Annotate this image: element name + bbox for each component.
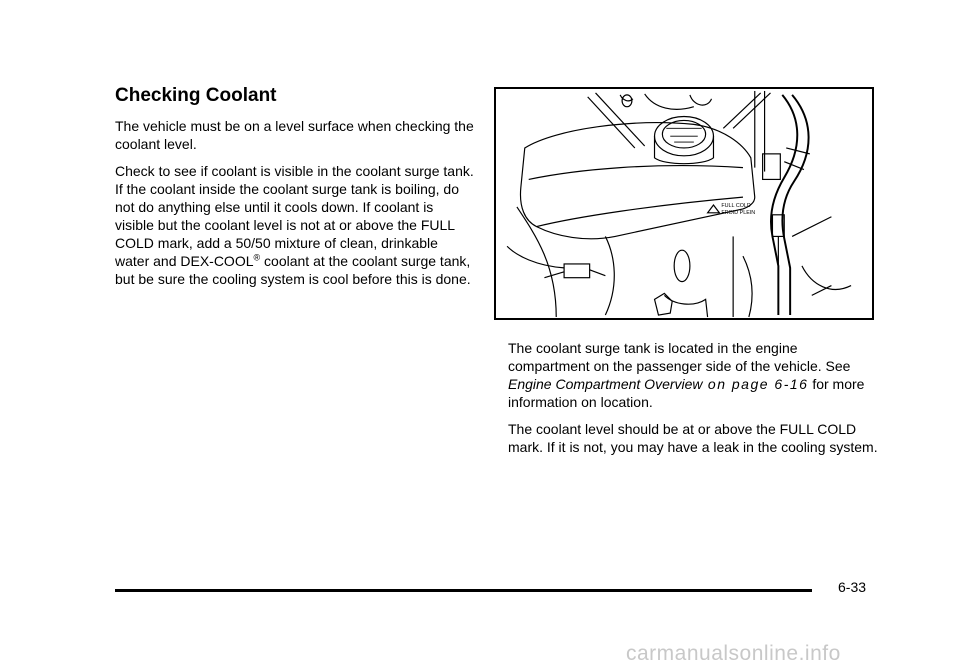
paragraph-check-coolant <box>115 162 475 288</box>
coolant-surge-tank-illustration <box>494 87 874 320</box>
watermark: carmanualsonline.info <box>626 642 841 665</box>
page-number: 6-33 <box>838 579 867 595</box>
paragraph-coolant-level: The coolant level should be at or above the FULL COLD mark. If it is not, you may have a leak in the cooling system. <box>508 421 878 455</box>
paragraph-check-coolant-text: Check to see if coolant is visible in the coolant surge tank. If the coolant inside the coolant surge tank is boiling, do not do anything else until it cools down. If coolant is visible but the coolant level is not at or above the FULL COLD mark, add a 50/50 mixture of clean, drinkable water and DEX-COOL <box>115 163 474 269</box>
page-reference[interactable]: on page 6-16 <box>702 376 809 392</box>
engine-compartment-link[interactable]: Engine Compartment Overview <box>508 376 703 392</box>
right-column <box>508 339 878 465</box>
tank-location-text-end: for more information on location. <box>508 376 865 410</box>
froid-plein-label: FROID PLEIN <box>721 209 756 216</box>
tank-location-text: The coolant surge tank is located in the engine compartment on the passenger side of the vehicle. See <box>508 340 851 374</box>
footer-rule <box>115 589 812 592</box>
paragraph-tank-location <box>508 339 878 411</box>
paragraph-level-surface: The vehicle must be on a level surface when checking the coolant level. <box>115 118 474 152</box>
paragraph-check-coolant-text-end: coolant at the coolant surge tank, but be sure the cooling system is cool before this is done. <box>115 253 471 287</box>
section-title: Checking Coolant <box>115 85 277 106</box>
registered-mark: ® <box>253 252 261 263</box>
left-column <box>115 84 475 297</box>
full-cold-label: FULL COLD <box>721 202 751 209</box>
